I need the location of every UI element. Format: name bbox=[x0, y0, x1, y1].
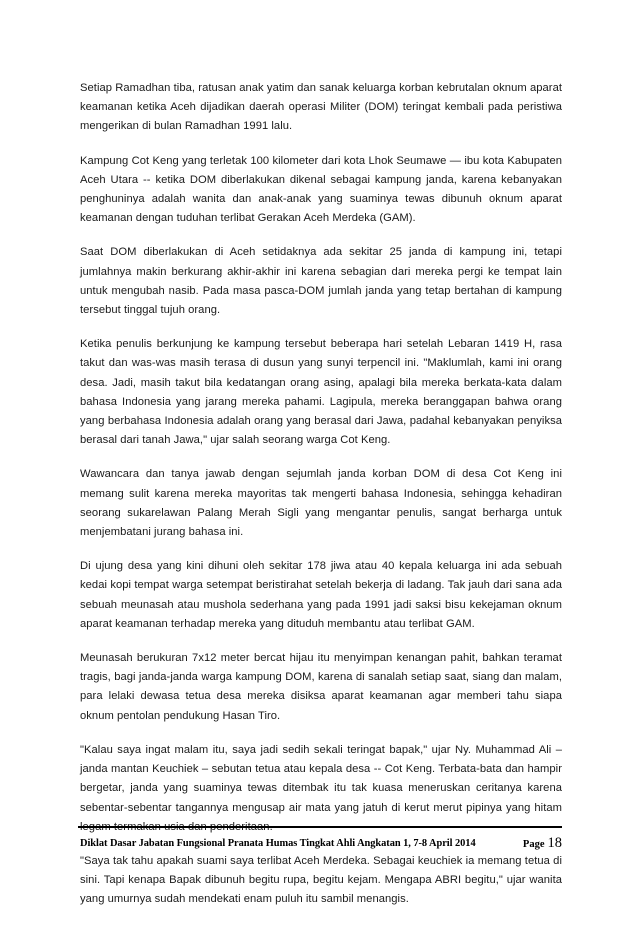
paragraph-4: Ketika penulis berkunjung ke kampung tersebut beberapa hari setelah Lebaran 1419 H, rasa takut dan was-was masih terasa di dusun yang sunyi terpencil ini. "Maklumlah, kami ini orang desa. Jadi, masih takut bila kedatangan orang asing, apalagi bila mereka berkata-kata dalam bahasa Indonesia yang jarang mereka pahami. Lagipula, mereka beranggapan bahwa orang yang berbahasa Indonesia adalah orang yang berasal dari Jawa, padahal kebanyakan penyiksa berasal dari tanah Jawa," ujar salah seorang warga Cot Keng. bbox=[80, 338, 562, 447]
page-footer bbox=[80, 835, 562, 858]
page-number bbox=[523, 834, 562, 852]
article-body bbox=[80, 79, 562, 925]
paragraph-7: Meunasah berukuran 7x12 meter bercat hijau itu menyimpan kenangan pahit, bahkan teramat tragis, bagi janda-janda warga kampung DOM, karena di sanalah setiap saat, siang dan malam, para lelaki dewasa tetua desa mereka disiksa aparat keamanan agar memberi tahu siapa oknum pentolan pendukung Hasan Tiro. bbox=[80, 652, 562, 722]
paragraph-2: Kampung Cot Keng yang terletak 100 kilometer dari kota Lhok Seumawe — ibu kota Kabupaten Aceh Utara -- ketika DOM diberlakukan dikenal sebagai kampung janda, karena kebanyakan penghuninya adalah wanita dan anak-anak yang suaminya tewas dibunuh oknum aparat keamanan dengan tuduhan terlibat Gerakan Aceh Merdeka (GAM). bbox=[80, 154, 562, 225]
page-label: Page bbox=[522, 839, 545, 850]
paragraph-3: Saat DOM diberlakukan di Aceh setidaknya ada sekitar 25 janda di kampung ini, tetapi jumlahnya makin berkurang akhir-akhir ini karena sebagian dari mereka pergi ke tempat lain untuk mengubah nasib. Pada masa pasca-DOM jumlah janda yang tetap bertahan di kampung tersebut tinggal tujuh orang. bbox=[80, 246, 562, 317]
page-number-value: 18 bbox=[547, 835, 562, 851]
footer-divider bbox=[78, 826, 562, 828]
paragraph-5: Wawancara dan tanya jawab dengan sejumlah janda korban DOM di desa Cot Keng ini memang sulit karena mereka mayoritas tak mengerti bahasa Indonesia, sehingga kehadiran seorang sukarelawan Palang Merah Sigli yang mengantar penulis, sangat berharga untuk menjembatani jurang bahasa ini. bbox=[80, 468, 562, 539]
paragraph-9: "Saya tak tahu apakah suami saya terlibat Aceh Merdeka. Sebagai keuchiek ia memang tetua di sini. Tapi kenapa Bapak dibunuh begitu rupa, begitu kejam. Mengapa ABRI begitu," ujar wanita yang umurnya sudah mendekati enam puluh itu sambil menangis. bbox=[80, 854, 562, 906]
paragraph-1: Setiap Ramadhan tiba, ratusan anak yatim dan sanak keluarga korban kebrutalan oknum aparat keamanan ketika Aceh dijadikan daerah operasi Militer (DOM) teringat kembali pada peristiwa mengerikan di bulan Ramadhan 1991 lalu. bbox=[80, 82, 562, 133]
paragraph-6: Di ujung desa yang kini dihuni oleh sekitar 178 jiwa atau 40 kepala keluarga ini ada sebuah kedai kopi tempat warga setempat beristirahat setelah bekerja di ladang. Tak jauh dari sana ada sebuah meunasah atau mushola sederhana yang pada 1991 jadi saksi bisu kekejaman oknum aparat keamanan terhadap mereka yang dituduh membantu atau terlibat GAM. bbox=[80, 560, 562, 630]
paragraph-8: "Kalau saya ingat malam itu, saya jadi sedih sekali teringat bapak," ujar Ny. Muhammad Ali – janda mantan Keuchiek – sebutan tetua atau kepala desa -- Cot Keng. Terbata-bata dan hampir bergetar, janda yang suaminya tewas ditembak itu tak kuasa meneruskan ceritanya karena sebentar-sebentar tangannya mengusap air mata yang jatuh di kerut merut pipinya yang hitam legam termakan usia dan penderitaan. bbox=[80, 743, 562, 833]
footer-title: Diklat Dasar Jabatan Fungsional Pranata Humas Tingkat Ahli Angkatan 1, 7-8 April 2014 bbox=[80, 838, 476, 849]
